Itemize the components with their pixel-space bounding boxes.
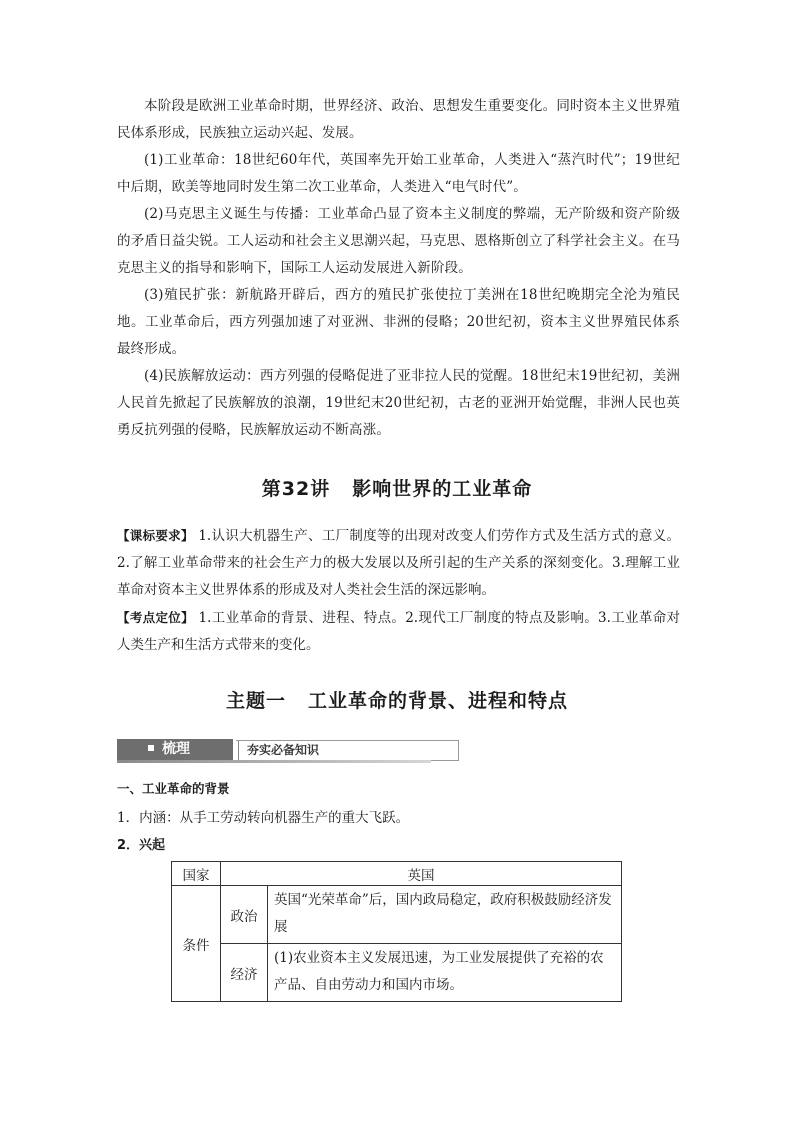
course-requirements bbox=[117, 522, 680, 604]
country-header-cell: 国家 bbox=[172, 862, 221, 886]
square-bullet-icon bbox=[148, 745, 154, 751]
intro-paragraph-colonial-expansion: (3)殖民扩张：新航路开辟后，西方的殖民扩张使拉丁美洲在18世纪晚期完全沦为殖民地。工业革命后，西方列强加速了对亚洲、非洲的侵略；20世纪初，资本主义世界殖民体系最终形成。 bbox=[117, 287, 680, 357]
course-requirements-tag: 【课标要求】 bbox=[117, 528, 194, 543]
category-cell-economy: 经济 bbox=[221, 944, 268, 1002]
exam-points-tag: 【考点定位】 bbox=[117, 610, 194, 625]
politics-text-cell: 英国“光荣革命”后，国内政局稳定，政府积极鼓励经济发展 bbox=[268, 886, 622, 944]
topic-title bbox=[0, 686, 794, 713]
country-cell: 英国 bbox=[221, 862, 622, 886]
category-cell-politics: 政治 bbox=[221, 886, 268, 944]
lesson-name: 影响世界的工业革命 bbox=[352, 478, 533, 500]
conditions-label-cell: 条件 bbox=[172, 886, 221, 1002]
topic-name: 工业革命的背景、进程和特点 bbox=[308, 690, 569, 712]
banner-sublabel-box bbox=[236, 740, 459, 761]
lesson-number: 第32讲 bbox=[261, 478, 331, 500]
rise-item: 2．兴起 bbox=[117, 838, 166, 853]
banner-sublabel: 夯实必备知识 bbox=[238, 741, 327, 760]
conditions-table bbox=[171, 861, 622, 1002]
intro-paragraph-industrial-revolution: (1)工业革命：18世纪60年代，英国率先开始工业革命，人类进入“蒸汽时代”；19世纪中后期，欧美等地同时发生第二次工业革命，人类进入“电气时代”。 bbox=[117, 152, 680, 195]
course-requirements-text: 1.认识大机器生产、工厂制度等的出现对改变人们劳作方式及生活方式的意义。2.了解工业革命带来的社会生产力的极大发展以及所引起的生产关系的深刻变化。3.理解工业革命对资本主义世界体系的形成及对人类社会生活的深远影响。 bbox=[117, 528, 680, 598]
lesson-title bbox=[0, 474, 794, 501]
intro-paragraph-summary: 本阶段是欧洲工业革命时期，世界经济、政治、思想发生重要变化。同时资本主义世界殖民体系形成，民族独立运动兴起、发展。 bbox=[117, 98, 680, 141]
section-heading: 一、工业革命的背景 bbox=[117, 781, 230, 796]
exam-points-text: 1.工业革命的背景、进程、特点。2.现代工厂制度的特点及影响。3.工业革命对人类生产和生活方式带来的变化。 bbox=[117, 610, 681, 653]
table-row bbox=[172, 944, 622, 1002]
banner-underline bbox=[117, 760, 431, 763]
banner-label-box bbox=[117, 739, 233, 760]
requirements-section bbox=[117, 522, 680, 659]
intro-paragraph-national-liberation: (4)民族解放运动：西方列强的侵略促进了亚非拉人民的觉醒。18世纪末19世纪初，美洲人民首先掀起了民族解放的浪潮，19世纪末20世纪初，古老的亚洲开始觉醒，非洲人民也英勇反抗列强的侵略，民族解放运动不断高涨。 bbox=[117, 368, 680, 438]
economy-text-cell: (1)农业资本主义发展迅速，为工业发展提供了充裕的农产品、自由劳动力和国内市场。 bbox=[268, 944, 622, 1002]
banner-label: 梳理 bbox=[162, 741, 190, 757]
table-header-row bbox=[172, 862, 622, 886]
intro-paragraph-marxism: (2)马克思主义诞生与传播：工业革命凸显了资本主义制度的弊端，无产阶级和资产阶级的矛盾日益尖锐。工人运动和社会主义思潮兴起，马克思、恩格斯创立了科学社会主义。在马克思主义的指导和影响下，国际工人运动发展进入新阶段。 bbox=[117, 206, 680, 276]
intro-section bbox=[117, 93, 680, 444]
review-banner bbox=[117, 739, 431, 763]
definition-item: 1．内涵：从手工劳动转向机器生产的重大飞跃。 bbox=[117, 810, 410, 826]
topic-number: 主题一 bbox=[225, 690, 286, 712]
exam-points bbox=[117, 604, 680, 659]
table-row bbox=[172, 886, 622, 944]
